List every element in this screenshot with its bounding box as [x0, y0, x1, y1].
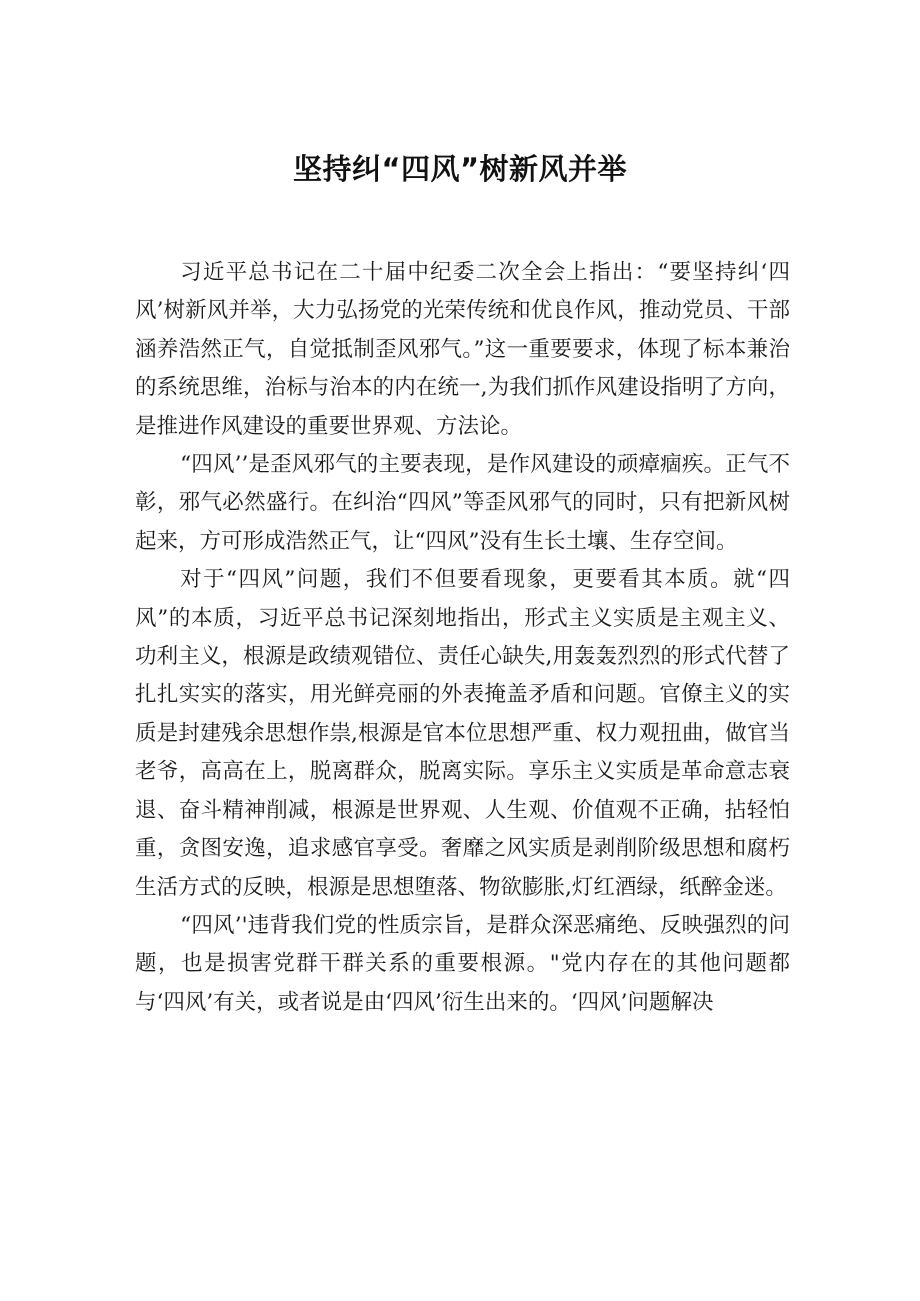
paragraph-4: “四风’'违背我们党的性质宗旨，是群众深恶痛绝、反映强烈的问题，也是损害党群干群关系的重要根源。"党内存在的其他问题都与‘四风’有关，或者说是由‘四风’衍生出来的。‘四风’问题解决: [135, 912, 790, 1015]
paragraph-1: 习近平总书记在二十届中纪委二次全会上指出：“要坚持纠‘四风’树新风并举，大力弘扬党的光荣传统和优良作风，推动党员、干部涵养浩然正气，自觉抵制歪风邪气。”这一重要要求，体现了标本兼治的系统思维，治标与治本的内在统一,为我们抓作风建设指明了方向，是推进作风建设的重要世界观、方法论。: [135, 260, 790, 439]
document-body: [135, 254, 790, 1022]
page-title: 坚持纠“四风”树新风并举: [292, 152, 628, 186]
paragraph-2: “四风’’是歪风邪气的主要表现，是作风建设的顽瘴痼疾。正气不彰，邪气必然盛行。在纠治“四风”等歪风邪气的同时，只有把新风树起来，方可形成浩然正气，让“四风”没有生长土壤、生存空间。: [135, 452, 790, 554]
paragraph-3: 对于“四风”问题，我们不但要看现象，更要看其本质。就“四风”的本质，习近平总书记深刻地指出，形式主义实质是主观主义、功利主义，根源是政绩观错位、责任心缺失,用轰轰烈烈的形式代替了扎扎实实的落实，用光鲜亮丽的外表掩盖矛盾和问题。官僚主义的实质是封建残余思想作祟,根源是官本位思想严重、权力观扭曲，做官当老爷，高高在上，脱离群众，脱离实际。享乐主义实质是革命意志衰退、奋斗精神削减，根源是世界观、人生观、价值观不正确，拈轻怕重，贪图安逸，追求感官享受。奢靡之风实质是剥削阶级思想和腐朽生活方式的反映，根源是思想堕落、物欲膨胀,灯红酒绿，纸醉金迷。: [135, 567, 790, 900]
